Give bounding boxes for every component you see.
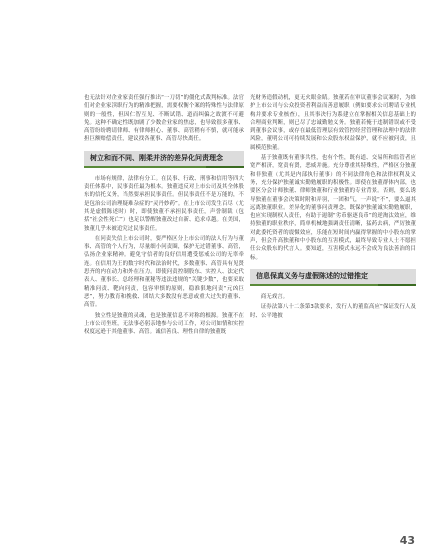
left-intro-paragraph: 也无法针对企业家责任强行推出“一刀切”的僵化式裁判标准。法官们对企业家渎职行为的精准把握，需要权衡个案的特殊性与法律原则的一般性，但因仁智互见、不断试错、道而纠偏之故渡不可避免。这种不确定性既加剧了少数企业家的焦虑，也导致很多董事、高管纷纷聘请律师、有律师担心、董事、高管稍有不慎，就可能承担巨额赔偿责任，建议找各董事、高管尽快离任。 [84, 95, 244, 143]
page-number: 43 [399, 534, 415, 547]
right-intro-paragraph: 光财务造假动机，更无火眼金睛。独董若在审议董事会议案时，为维护上市公司与公众投资者利益而善意履职（例如要求公司聘请专业机构并要求专业核查），且其事决行为系建立在掌握相关信息基础上的合理商业判断，则已尽了忠诚勤勉义务。独董若掩于违制错误或不受到董事会议事，或存在最低管理层有效管控经营管理和法理中的法律风险，董明公司可持续发展和公众股东权益保护，就不应被问责，且属模范独董。 [250, 95, 416, 151]
section-heading-information-fidelity: 信息保真义务与虚假陈述的过错推定 [250, 269, 416, 286]
left-column [84, 94, 244, 338]
body-paragraph: 市场有规律，法律有分工。在民事、行政、刑事和信用等四大责任体系中，民事责任最为根本。独董违反对上市公司及其全体股东的信托义务，当然要承担民事责任。但民事责任不是万能的，不是包治公司治理疑难杂症的“灵丹妙药”。在上市公司发生百尽（尤其是虚假陈述时）时，即使独董不承担民事责任，声誉制裁（包括“社会性死亡”）也足以警醒独董改过自新、追求卓越。在美国，独董几乎未被追究过民事责任。 [84, 175, 244, 232]
body-paragraph: 商无戏言。 [260, 293, 289, 300]
body-paragraph: 基于独董既有董事共性，也有个性，既有道、交易所和监管者应宽严相济，宽责有贤，恶威并施。充分尊重其特殊性，严格区分独董和非独董（尤其是内部执行董事）的不同法律角色和法律权利及义务，充分保护独董诚实勤勉履职的积极性。即使在独董群体内部，也要区分会计师独董、律师独董和行业独董的专业背景。否则，要么诱导独董在董事会决策时附和弄羽，一团和气，一声说“不”，要么逼其远离独董职业。差异化的董事问责理念，既保护独董诚实勤勉履职，也应实现制权人责任，有助于遏制“劣币驱逐良币”的逆淘汰效应，维持独董的职业秩序，简单机械地强调责任清晰，猛药去病，严厉独董对此委托资者的震慑效应，乐能在短时间内赢得掌握的中小股东的掌声，但会升高独董和中小股东的互害模式，最终导致专业人士不愿担任公众股东的代言人。要知道，互害模式永远不会成为良法善治的目标。 [250, 155, 416, 261]
body-paragraph: 在问责失信上市公司时，要严格区分上市公司的法人行为与董事、高管的个人行为，尽量细小问责圈，保护无过错董事、高管，弘扬企业家精神。避免守信者的良好信用遭受惩戒公司的无辜牵连。在信用为王的数字时代和法治时代，多数董事、高管具有见贤思齐的内在动力和外在压力。即使问责控制股东、实控人、法定代表人、董事长、总经理和董秘等违法违规的“关键少数”，也要采取精准问责、靶向问责，包容审慎的原则，稳准狠地问责“元凶巨恶”，努力教育和挽救、团结大多数没有恶意或重大过失的董事、高管。 [84, 235, 244, 309]
right-column [250, 94, 416, 322]
body-paragraph: 证券法第八十二条第3款要求，发行人的董监高应“保证发行人及时、公平地披 [250, 304, 416, 319]
body-paragraph: 独立性是独董的灵魂，也是独董信息不对称的根源。独董不在上市公司坐班，无法事必躬亲地参与公司工作，对公司如情和实控权度远逊于其他董事、高管。诚信善良、理性自律的独董既 [84, 312, 244, 336]
section-heading-differentiated-accountability: 树立和而不同、刚柔并济的差异化问责理念 [84, 151, 244, 168]
